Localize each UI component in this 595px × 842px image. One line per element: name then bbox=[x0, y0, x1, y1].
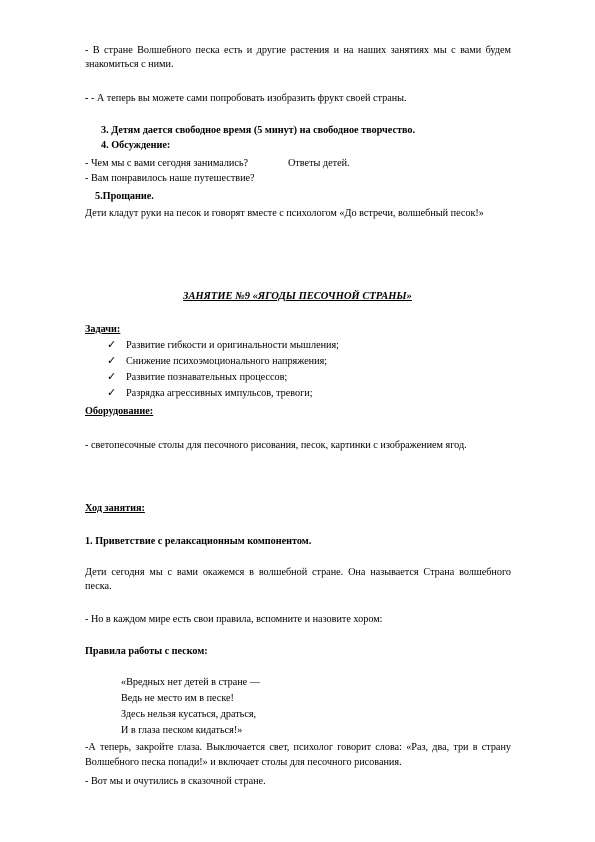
check-icon: ✓ bbox=[107, 355, 117, 367]
close-eyes-line1: -А теперь, закройте глаза. Выключается свет, психолог говорит слова: «Раз, два, три в страну bbox=[85, 742, 511, 753]
step-greeting: 1. Приветствие с релаксационным компонентом. bbox=[85, 536, 312, 547]
farewell-paragraph: Дети кладут руки на песок и говорят вместе с психологом «До встречи, волшебный песок!» bbox=[85, 208, 484, 219]
paragraph-plants-line1: - В стране Волшебного песка есть и другие растения и на наших занятиях мы с вами будем bbox=[85, 45, 511, 56]
step-farewell: 5.Прощание. bbox=[95, 191, 154, 202]
check-icon: ✓ bbox=[107, 387, 117, 399]
course-heading: Ход занятия: bbox=[85, 503, 145, 514]
paragraph-draw-fruit: - - А теперь вы можете сами попробовать изобразить фрукт своей страны. bbox=[85, 93, 407, 104]
paragraph-plants-line2: знакомиться с ними. bbox=[85, 59, 174, 70]
step-discussion: 4. Обсуждение: bbox=[101, 140, 171, 151]
intro-line1: Дети сегодня мы с вами окажемся в волшебной стране. Она называется Страна волшебного bbox=[85, 567, 511, 578]
rules-heading: Правила работы с песком: bbox=[85, 646, 208, 657]
step-free-creativity: 3. Детям дается свободное время (5 минут) на свободное творчество. bbox=[101, 125, 416, 136]
close-eyes-line2: Волшебного песка попади!» и включает столы для песочного рисования. bbox=[85, 757, 402, 768]
poem-line: «Вредных нет детей в стране — bbox=[121, 677, 260, 688]
poem-line: И в глаза песком кидаться!» bbox=[121, 725, 243, 736]
poem-line: Здесь нельзя кусаться, драться, bbox=[121, 709, 257, 720]
check-icon: ✓ bbox=[107, 371, 117, 383]
rules-prompt: - Но в каждом мире есть свои правила, вспомните и назовите хором: bbox=[85, 614, 383, 625]
equipment-heading: Оборудование: bbox=[85, 406, 154, 417]
equipment-text: - светопесочные столы для песочного рисования, песок, картинки с изображением ягод. bbox=[85, 440, 467, 451]
intro-line2: песка. bbox=[85, 581, 112, 592]
question-today: - Чем мы с вами сегодня занимались? bbox=[85, 158, 249, 169]
task-item: Развитие познавательных процессов; bbox=[126, 372, 288, 383]
poem-line: Ведь не место им в песке! bbox=[121, 693, 234, 704]
arrival-line: - Вот мы и очутились в сказочной стране. bbox=[85, 776, 266, 787]
tasks-heading: Задачи: bbox=[85, 324, 121, 335]
question-journey: - Вам понравилось наше путешествие? bbox=[85, 173, 255, 184]
task-item: Разрядка агрессивных импульсов, тревоги; bbox=[126, 388, 313, 399]
lesson-title: ЗАНЯТИЕ №9 «ЯГОДЫ ПЕСОЧНОЙ СТРАНЫ» bbox=[183, 291, 412, 302]
children-answers: Ответы детей. bbox=[288, 158, 350, 169]
check-icon: ✓ bbox=[107, 339, 117, 351]
task-item: Снижение психоэмоционального напряжения; bbox=[126, 356, 328, 367]
task-item: Развитие гибкости и оригинальности мышления; bbox=[126, 340, 340, 351]
